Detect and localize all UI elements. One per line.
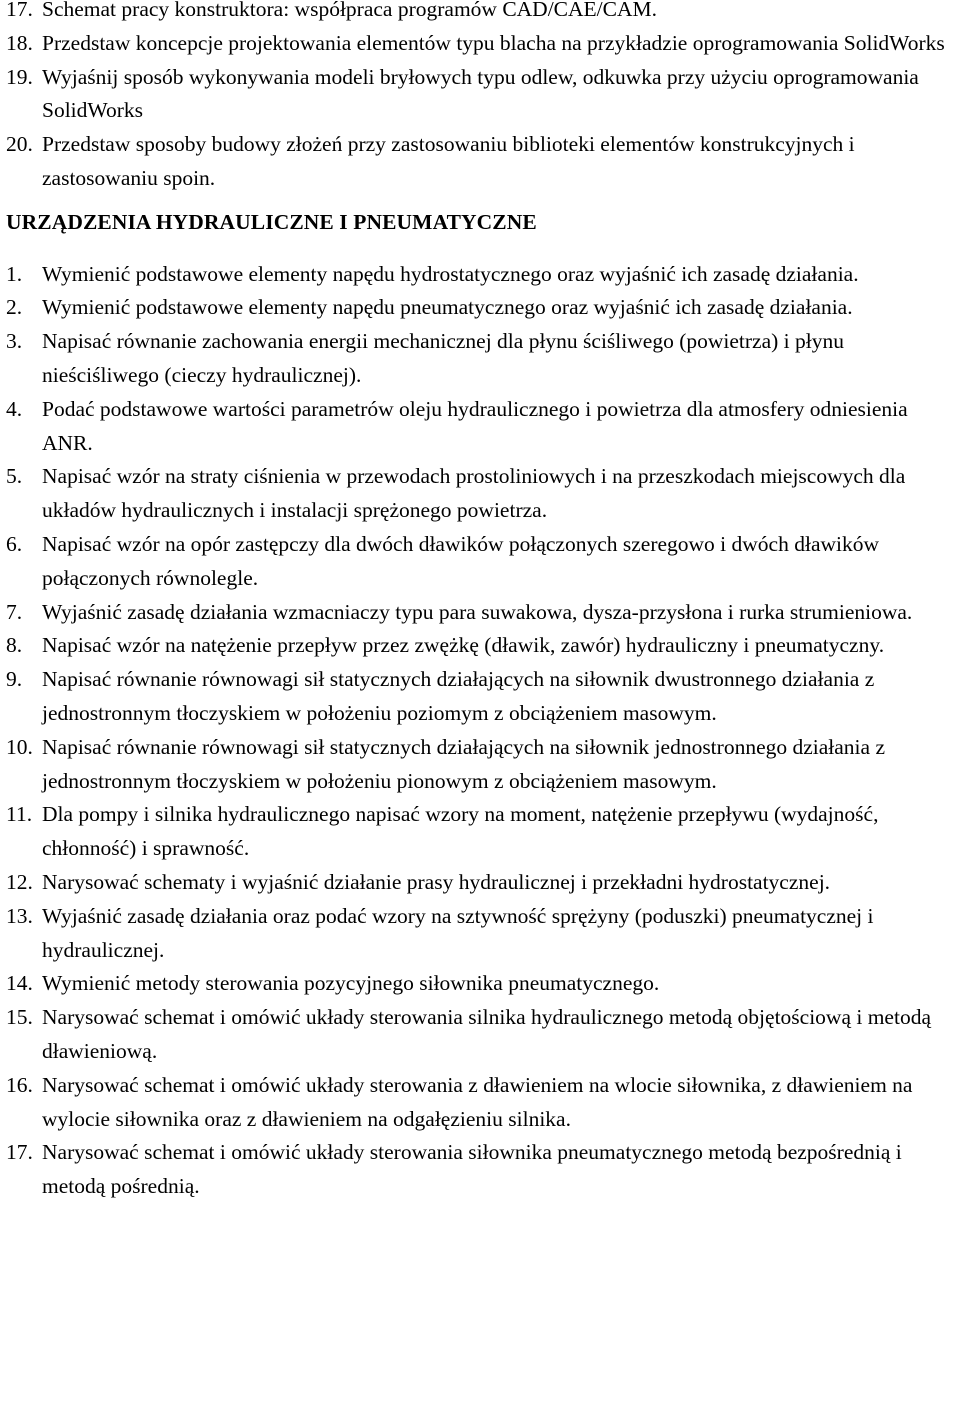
list-item	[0, 1136, 960, 1204]
list-item	[0, 967, 960, 1001]
item-number: 15.	[6, 1005, 33, 1030]
list-item	[0, 325, 960, 393]
item-text: Napisać wzór na natężenie przepływ przez zwężkę (dławik, zawór) hydrauliczny i pneumatyczny.	[42, 633, 885, 658]
item-text: Napisać wzór na straty ciśnienia w przewodach prostoliniowych i na przeszkodach miejscowych dla układów hydraulicznych i instalacji sprężonego powietrza.	[42, 464, 906, 523]
item-text: Narysować schematy i wyjaśnić działanie prasy hydraulicznej i przekładni hydrostatycznej.	[42, 869, 831, 894]
item-number: 19.	[6, 64, 33, 89]
list-item	[0, 1069, 960, 1137]
item-text: Napisać równanie równowagi sił statycznych działających na siłownik jednostronnego działania z jednostronnym tłoczyskiem w położeniu pionowym z obciążeniem masowym.	[42, 734, 885, 793]
item-number: 16.	[6, 1072, 33, 1097]
list-item	[0, 528, 960, 596]
list-item	[0, 393, 960, 461]
list-item	[0, 663, 960, 731]
list-item	[0, 629, 960, 663]
item-number: 2.	[6, 295, 23, 320]
item-text: Przedstaw koncepcje projektowania elementów typu blacha na przykładzie oprogramowania SolidWorks	[42, 30, 945, 55]
item-text: Wymienić podstawowe elementy napędu hydrostatycznego oraz wyjaśnić ich zasadę działania.	[42, 261, 859, 286]
item-text: Wyjaśnić zasadę działania oraz podać wzory na sztywność sprężyny (poduszki) pneumatycznej i hydraulicznej.	[42, 903, 874, 962]
item-text: Napisać równanie równowagi sił statycznych działających na siłownik dwustronnego działania z jednostronnym tłoczyskiem w położeniu poziomym z obciążeniem masowym.	[42, 667, 875, 725]
list-item	[0, 866, 960, 900]
list-item	[0, 460, 960, 528]
item-number: 6.	[6, 531, 23, 556]
item-text: Narysować schemat i omówić układy sterowania siłownika pneumatycznego metodą bezpośrednią i metodą pośrednią.	[42, 1140, 902, 1199]
item-number: 11.	[6, 802, 33, 827]
list-item	[0, 1001, 960, 1069]
list-item	[0, 900, 960, 968]
item-number: 20.	[6, 132, 33, 157]
item-number: 3.	[6, 329, 23, 354]
item-number: 12.	[6, 869, 33, 894]
item-number: 4.	[6, 396, 23, 421]
item-text: Schemat pracy konstruktora: współpraca programów CAD/CAE/CAM.	[42, 0, 658, 21]
item-text: Narysować schemat i omówić układy sterowania silnika hydraulicznego metodą objętościową i metodą dławieniową.	[42, 1005, 931, 1063]
list-item	[0, 596, 960, 630]
list-item	[0, 27, 960, 61]
item-number: 10.	[6, 734, 33, 759]
item-number: 14.	[6, 971, 33, 996]
item-text: Przedstaw sposoby budowy złożeń przy zastosowaniu biblioteki elementów konstrukcyjnych i zastosowaniu spoin.	[42, 132, 855, 190]
item-text: Napisać wzór na opór zastępczy dla dwóch dławików połączonych szeregowo i dwóch dławików połączonych równolegle.	[42, 531, 880, 590]
list-item	[0, 61, 960, 129]
item-number: 1.	[6, 261, 23, 286]
list-item	[0, 258, 960, 292]
item-number: 9.	[6, 667, 23, 692]
section-heading: URZĄDZENIA HYDRAULICZNE I PNEUMATYCZNE	[6, 209, 537, 234]
item-text: Napisać równanie zachowania energii mechanicznej dla płynu ściśliwego (powietrza) i płynu nieściśliwego (cieczy hydraulicznej).	[42, 329, 844, 387]
item-number: 18.	[6, 30, 33, 55]
item-text: Wyjaśnij sposób wykonywania modeli bryłowych typu odlew, odkuwka przy użyciu oprogramowania SolidWorks	[42, 64, 919, 123]
list-item	[0, 291, 960, 325]
item-number: 17.	[6, 1140, 33, 1165]
item-text: Podać podstawowe wartości parametrów oleju hydraulicznego i powietrza dla atmosfery odniesienia ANR.	[42, 396, 908, 455]
item-number: 7.	[6, 599, 23, 624]
item-text: Wyjaśnić zasadę działania wzmacniaczy typu para suwakowa, dysza-przysłona i rurka strumieniowa.	[42, 599, 913, 624]
item-text: Narysować schemat i omówić układy sterowania z dławieniem na wlocie siłownika, z dławieniem na wylocie siłownika oraz z dławieniem na odgałęzieniu silnika.	[42, 1072, 913, 1131]
list-item	[0, 128, 960, 196]
item-number: 5.	[6, 464, 23, 489]
item-text: Wymienić metody sterowania pozycyjnego siłownika pneumatycznego.	[42, 971, 660, 996]
item-text: Wymienić podstawowe elementy napędu pneumatycznego oraz wyjaśnić ich zasadę działania.	[42, 295, 853, 320]
list-item	[0, 798, 960, 866]
item-number: 8.	[6, 633, 23, 658]
section-question-list	[0, 258, 960, 1204]
list-item	[0, 0, 960, 27]
item-number: 13.	[6, 903, 33, 928]
item-number: 17.	[6, 0, 33, 21]
item-text: Dla pompy i silnika hydraulicznego napisać wzory na moment, natężenie przepływu (wydajność, chłonność) i sprawność.	[42, 802, 879, 861]
previous-section-list	[0, 0, 960, 196]
list-item	[0, 731, 960, 799]
